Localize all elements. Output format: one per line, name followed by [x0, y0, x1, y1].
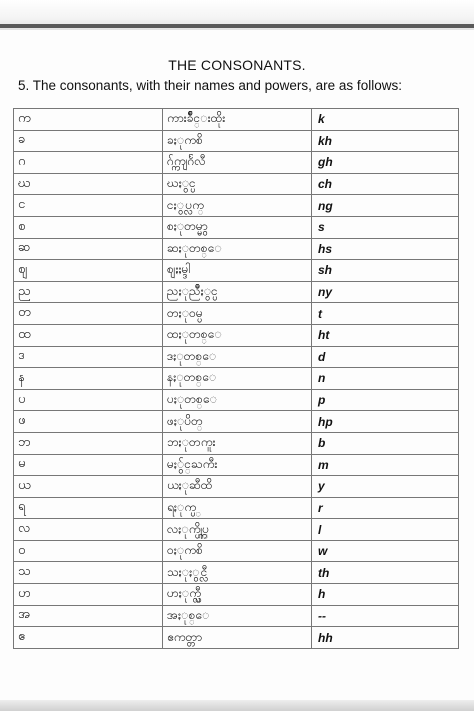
table-row	[14, 260, 459, 282]
consonant-power: hs	[312, 238, 459, 260]
consonant-letter: လ	[14, 519, 163, 541]
table-row	[14, 432, 459, 454]
table-row	[14, 303, 459, 325]
consonant-power: kh	[312, 130, 459, 152]
table-row	[14, 389, 459, 411]
table-row	[14, 173, 459, 195]
table-row	[14, 152, 459, 174]
consonant-letter: ပ	[14, 389, 163, 411]
consonants-table-body	[14, 109, 459, 649]
consonant-letter: ဆ	[14, 238, 163, 260]
consonant-power: p	[312, 389, 459, 411]
consonant-name: ညႏုညိဳႏွင္ပ	[163, 281, 312, 303]
table-row	[14, 627, 459, 649]
consonant-power: gh	[312, 152, 459, 174]
consonant-name: ထႏုတစ္ေ	[163, 324, 312, 346]
table-row	[14, 519, 459, 541]
consonant-name: ဈႏႈမ္ဒါ	[163, 260, 312, 282]
table-row	[14, 324, 459, 346]
consonant-letter: ဖ	[14, 411, 163, 433]
consonant-letter: ဘ	[14, 432, 163, 454]
consonant-name: ဟႏုက္ပ္လီ	[163, 584, 312, 606]
table-row	[14, 562, 459, 584]
consonant-letter: ဝ	[14, 540, 163, 562]
consonant-letter: ည	[14, 281, 163, 303]
consonant-power: ng	[312, 195, 459, 217]
consonant-name: ဆႏုတစ္ေ	[163, 238, 312, 260]
consonant-letter: က	[14, 109, 163, 131]
consonant-name: ဖႏုပိတ္	[163, 411, 312, 433]
consonant-name: ဘႏုတကူး	[163, 432, 312, 454]
consonant-letter: ဒ	[14, 346, 163, 368]
consonant-power: ch	[312, 173, 459, 195]
consonant-name: ယႏုဆီထိ	[163, 476, 312, 498]
table-row	[14, 411, 459, 433]
table-row	[14, 130, 459, 152]
consonant-letter: ခ	[14, 130, 163, 152]
consonant-name: ဃႏွင္ပ	[163, 173, 312, 195]
consonant-name: ဝႏုကစိ	[163, 540, 312, 562]
consonant-power: k	[312, 109, 459, 131]
consonant-name: တႏုဝမ္ပ	[163, 303, 312, 325]
consonant-power: th	[312, 562, 459, 584]
consonant-power: t	[312, 303, 459, 325]
consonant-name: အႏုစ္ေ	[163, 605, 312, 627]
consonants-table	[13, 108, 459, 649]
consonant-name: ပႏုတစ္ေ	[163, 389, 312, 411]
table-row	[14, 497, 459, 519]
consonant-letter: ဂ	[14, 152, 163, 174]
consonant-letter: တ	[14, 303, 163, 325]
table-row	[14, 195, 459, 217]
table-row	[14, 216, 459, 238]
consonant-name: မႏွ်င္ႀကီး	[163, 454, 312, 476]
consonant-name: လႏုက္ပ္ကိုပ္	[163, 519, 312, 541]
consonant-letter: န	[14, 368, 163, 390]
consonant-power: r	[312, 497, 459, 519]
table-row	[14, 109, 459, 131]
table-row	[14, 476, 459, 498]
consonant-letter: အ	[14, 605, 163, 627]
consonant-letter: ဟ	[14, 584, 163, 606]
consonant-power: sh	[312, 260, 459, 282]
consonant-name: သႏုႏွင္လီ	[163, 562, 312, 584]
consonant-letter: ယ	[14, 476, 163, 498]
consonant-letter: ဈ	[14, 260, 163, 282]
table-row	[14, 368, 459, 390]
consonant-power: w	[312, 540, 459, 562]
table-row	[14, 454, 459, 476]
table-row	[14, 281, 459, 303]
consonant-power: b	[312, 432, 459, 454]
consonant-power: ny	[312, 281, 459, 303]
consonant-name: ကားခ်ိဳင္းထိုး	[163, 109, 312, 131]
consonant-letter: ထ	[14, 324, 163, 346]
consonant-power: m	[312, 454, 459, 476]
consonant-power: l	[312, 519, 459, 541]
consonant-name: ဧကတ္တာ	[163, 627, 312, 649]
consonant-power: hh	[312, 627, 459, 649]
consonant-power: ht	[312, 324, 459, 346]
table-row	[14, 238, 459, 260]
consonant-name: ခႏုကစိ	[163, 130, 312, 152]
table-row	[14, 346, 459, 368]
consonant-power: h	[312, 584, 459, 606]
consonant-name: ရႏုက္ပ္	[163, 497, 312, 519]
consonant-letter: မ	[14, 454, 163, 476]
consonant-power: s	[312, 216, 459, 238]
intro-text: 5. The consonants, with their names and powers, are as follows:	[18, 78, 402, 93]
consonant-letter: သ	[14, 562, 163, 584]
consonant-name: နႏုတစ္ေ	[163, 368, 312, 390]
consonant-letter: စ	[14, 216, 163, 238]
bottom-shade	[0, 700, 474, 711]
consonant-letter: င	[14, 195, 163, 217]
top-rule	[0, 24, 474, 28]
table-row	[14, 540, 459, 562]
consonant-name: ဒႏုတစ္ေ	[163, 346, 312, 368]
consonant-name: ဂ်က္ကျဂႅလီ	[163, 152, 312, 174]
table-row	[14, 584, 459, 606]
consonant-name: စႏုတမ္မွာ	[163, 216, 312, 238]
consonant-letter: ဧ	[14, 627, 163, 649]
consonant-letter: ရ	[14, 497, 163, 519]
consonant-name: ငႏွပ္လက္	[163, 195, 312, 217]
table-row	[14, 605, 459, 627]
consonant-power: --	[312, 605, 459, 627]
consonant-power: y	[312, 476, 459, 498]
consonant-power: n	[312, 368, 459, 390]
consonant-letter: ဃ	[14, 173, 163, 195]
consonant-power: d	[312, 346, 459, 368]
page-title: THE CONSONANTS.	[168, 57, 306, 73]
consonant-power: hp	[312, 411, 459, 433]
